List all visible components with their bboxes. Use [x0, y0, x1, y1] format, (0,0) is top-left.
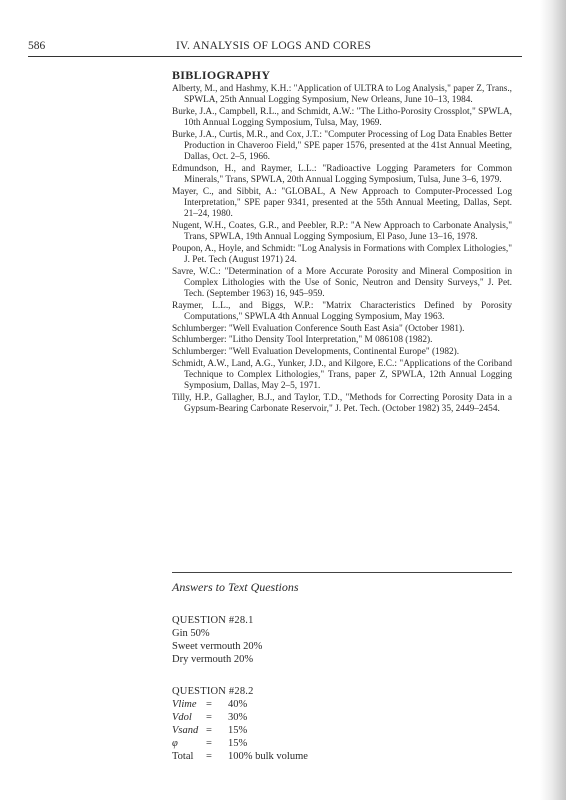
volume-symbol: Vsand — [172, 725, 199, 736]
volume-value: 15% — [228, 725, 248, 736]
answers-rule — [172, 572, 512, 573]
answer-row — [172, 737, 308, 750]
answer-line: Dry vermouth 20% — [172, 654, 254, 665]
bibliography-entry: Schlumberger: "Litho Density Tool Interpretation," M 086108 (1982). — [172, 335, 433, 346]
bibliography-entry: Schmidt, A.W., Land, A.G., Yunker, J.D., and Kilgore, E.C.: "Applications of the Coriband Technique to Complex Lithologies," Trans, paper Z, SPWLA, 12th Annual Logging Symposium, Dallas, May 2–5, 1971. — [172, 358, 512, 392]
equals-sign: = — [206, 738, 212, 749]
page-header — [28, 40, 518, 56]
bibliography-entry: Burke, J.A., Curtis, M.R., and Cox, J.T.: "Computer Processing of Log Data Enables Better Production in Chaveroo Field," SPE paper 1576, presented at the 41st Annual Meeting, Dallas, Oct. 2–5, 1966. — [172, 129, 512, 163]
answer-line: Gin 50% — [172, 628, 210, 639]
volume-symbol: Vlime — [172, 699, 197, 710]
bibliography-entry: Tilly, H.P., Gallagher, B.J., and Taylor, T.D., "Methods for Correcting Porosity Data in a Gypsum-Bearing Carbonate Reservoir," J. Pet. Tech. (October 1982) 35, 2449–2454. — [172, 392, 512, 415]
answer-row — [172, 711, 308, 724]
page-edge-shadow — [540, 0, 566, 800]
volume-value: 100% bulk volume — [228, 751, 308, 762]
volume-value: 15% — [228, 738, 248, 749]
answers-heading: Answers to Text Questions — [172, 580, 299, 594]
bibliography-entry: Savre, W.C.: "Determination of a More Accurate Porosity and Mineral Composition in Complex Lithologies with the Use of Sonic, Neutron and Density Surveys," J. Pet. Tech. (September 1963) 16, 945–959. — [172, 266, 512, 300]
bibliography-entry: Nugent, W.H., Coates, G.R., and Peebler, R.P.: "A New Approach to Carbonate Analysis," Trans, SPWLA, 19th Annual Logging Symposium, El Paso, June 13–16, 1978. — [172, 220, 512, 243]
equals-sign: = — [206, 725, 212, 736]
bibliography-entry: Poupon, A., Hoyle, and Schmidt: "Log Analysis in Formations with Complex Lithologies," J. Pet. Tech (August 1971) 24. — [172, 243, 512, 266]
question-28-2-block — [172, 685, 308, 763]
answer-row — [172, 750, 308, 763]
equals-sign: = — [206, 751, 212, 762]
volume-symbol: φ — [172, 738, 178, 749]
question-28-1-block — [172, 614, 262, 666]
bibliography-entry: Burke, J.A., Campbell, R.L., and Schmidt, A.W.: "The Litho-Porosity Crossplot," SPWLA, 10th Annual Logging Symposium, Tulsa, May, 1969. — [172, 106, 512, 129]
bibliography-heading: BIBLIOGRAPHY — [172, 68, 271, 82]
volume-symbol: Total — [172, 751, 194, 762]
answer-row — [172, 724, 308, 737]
equals-sign: = — [206, 712, 212, 723]
page-number: 586 — [28, 40, 46, 52]
answer-row — [172, 698, 308, 711]
bibliography-entry: Alberty, M., and Hashmy, K.H.: "Application of ULTRA to Log Analysis," paper Z, Trans., SPWLA, 25th Annual Logging Symposium, New Orleans, June 10–13, 1984. — [172, 84, 512, 106]
bibliography-entry: Raymer, L.L., and Biggs, W.P.: "Matrix Characteristics Defined by Porosity Computations," SPWLA 4th Annual Logging Symposium, May 1963. — [172, 300, 512, 323]
header-rule — [28, 56, 522, 57]
bibliography-entry: Edmundson, H., and Raymer, L.L.: "Radioactive Logging Parameters for Common Minerals," Trans, SPWLA, 20th Annual Logging Symposium, Tulsa, June 3–6, 1979. — [172, 163, 512, 186]
bibliography-list — [172, 84, 512, 416]
answer-line: Sweet vermouth 20% — [172, 641, 263, 652]
bibliography-entry: Schlumberger: "Well Evaluation Developments, Continental Europe" (1982). — [172, 347, 460, 358]
bibliography-entry: Schlumberger: "Well Evaluation Conference South East Asia" (October 1981). — [172, 323, 465, 334]
bibliography-entry: Mayer, C., and Sibbit, A.: "GLOBAL, A New Approach to Computer-Processed Log Interpretation," SPE paper 9341, presented at the 55th Annual Meeting, Dallas, Sept. 21–24, 1980. — [172, 186, 512, 220]
question-title: QUESTION #28.1 — [172, 615, 254, 626]
volume-symbol: Vdol — [172, 712, 192, 723]
running-head: IV. ANALYSIS OF LOGS AND CORES — [176, 40, 372, 52]
volume-value: 40% — [228, 699, 248, 710]
equals-sign: = — [206, 699, 212, 710]
volume-value: 30% — [228, 712, 248, 723]
question-title: QUESTION #28.2 — [172, 686, 254, 697]
